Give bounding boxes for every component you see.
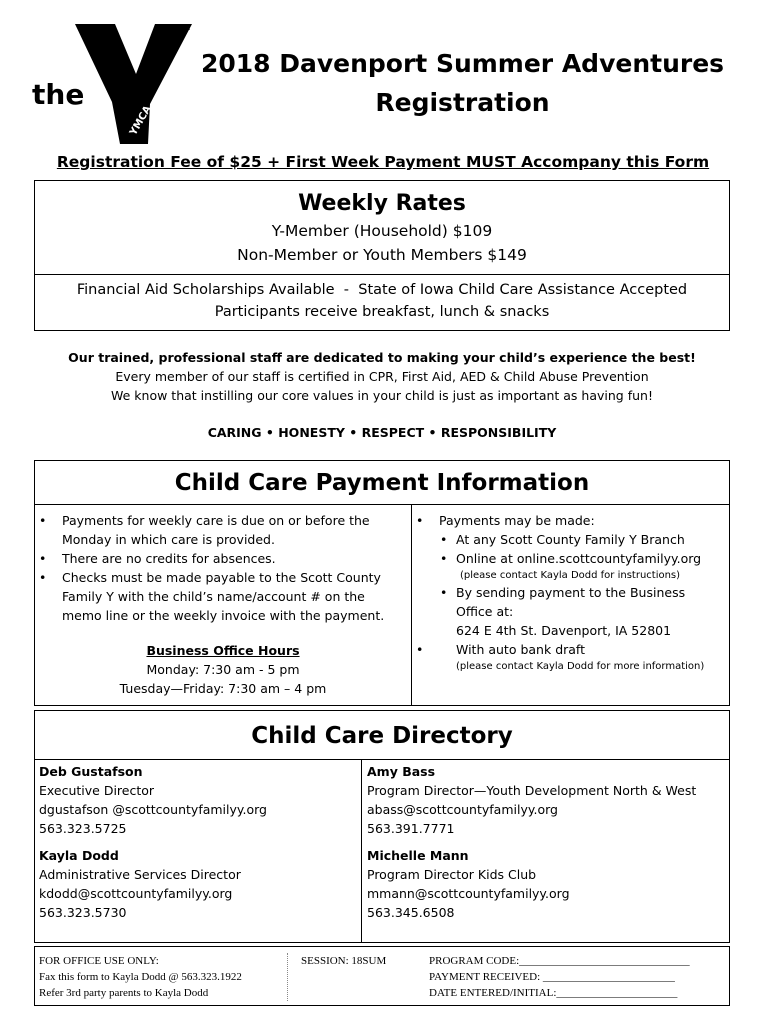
office-use-notes xyxy=(35,953,288,1001)
method-auto-text: • With auto bank draft xyxy=(456,642,586,657)
core-values: CARING • HONESTY • RESPECT • RESPONSIBILITY xyxy=(207,425,557,440)
contact-email: abass@scottcountyfamilyy.org xyxy=(367,802,558,817)
business-office-address: 624 E 4th St. Davenport, IA 52801 xyxy=(456,623,672,638)
intro-certification-line: Every member of our staff is certified in CPR, First Aid, AED & Child Abuse Prevention xyxy=(115,369,649,384)
page-title xyxy=(190,44,735,122)
payment-methods-list xyxy=(412,511,728,674)
weekly-rates-header xyxy=(35,181,729,275)
staff-intro xyxy=(34,348,730,405)
registration-fee-notice: Registration Fee of $25 + First Week Payment MUST Accompany this Form xyxy=(56,153,710,171)
contact-phone: 563.391.7771 xyxy=(367,821,455,836)
payment-info-box xyxy=(34,460,730,706)
ymca-y-icon xyxy=(30,12,195,147)
contact-email: kdodd@scottcountyfamilyy.org xyxy=(39,886,233,901)
directory-heading: Child Care Directory xyxy=(35,711,729,760)
office-refer-note: Refer 3rd party parents to Kayla Dodd xyxy=(39,987,209,999)
payment-methods-intro xyxy=(412,511,728,640)
title-line-1: 2018 Davenport Summer Adventures xyxy=(200,49,725,78)
contact-email: mmann@scottcountyfamilyy.org xyxy=(367,886,570,901)
method-auto-draft xyxy=(412,640,728,674)
payment-methods-intro-text: Payments may be made: xyxy=(439,513,595,528)
contact-card xyxy=(39,846,361,922)
contact-name: Kayla Dodd xyxy=(39,848,119,863)
payment-received-field[interactable]: PAYMENT RECEIVED: ________________________ xyxy=(429,971,675,983)
program-code-field[interactable]: PROGRAM CODE:_______________________________ xyxy=(429,955,690,967)
method-mail-text: • By sending payment to the Business Office at: xyxy=(456,585,686,619)
payment-method-options xyxy=(412,530,728,640)
trademark-mark: TM xyxy=(180,24,191,32)
method-online-note: (please contact Kayla Dodd for instructions) xyxy=(460,570,681,581)
weekly-rates-box xyxy=(34,180,730,331)
office-fax-note: Fax this form to Kayla Dodd @ 563.323.1922 xyxy=(39,971,242,983)
contact-name: Deb Gustafson xyxy=(39,764,143,779)
contact-phone: 563.323.5725 xyxy=(39,821,127,836)
payment-info-heading: Child Care Payment Information xyxy=(35,461,729,505)
contact-email: dgustafson @scottcountyfamilyy.org xyxy=(39,802,267,817)
rates-footer xyxy=(35,275,729,323)
financial-aid-note: Financial Aid Scholarships Available - State of Iowa Child Care Assistance Accepted xyxy=(76,282,688,298)
contact-card xyxy=(367,762,729,838)
method-online xyxy=(412,549,728,583)
policy-checks: • Checks must be made payable to the Scott County Family Y with the child’s name/account # on the memo line or the weekly invoice with the payment. xyxy=(35,568,387,625)
title-line-2: Registration xyxy=(375,88,550,117)
contact-phone: 563.323.5730 xyxy=(39,905,127,920)
method-branch: • At any Scott County Family Y Branch xyxy=(412,530,728,549)
contact-phone: 563.345.6508 xyxy=(367,905,455,920)
meals-note: Participants receive breakfast, lunch & snacks xyxy=(214,304,550,320)
payment-methods xyxy=(412,505,728,705)
ymca-wordmark: YMCA xyxy=(128,104,154,138)
office-use-box xyxy=(34,946,730,1006)
contact-title: Program Director Kids Club xyxy=(367,867,537,882)
hours-title: Business Office Hours xyxy=(146,643,300,658)
payment-policies xyxy=(35,505,412,705)
hours-monday: Monday: 7:30 am - 5 pm xyxy=(146,662,300,677)
intro-bold-line: Our trained, professional staff are dedicated to making your child’s experience the best! xyxy=(68,350,696,365)
method-auto-note: (please contact Kayla Dodd for more information) xyxy=(456,661,705,672)
contact-card xyxy=(367,846,729,922)
policy-no-credits: • There are no credits for absences. xyxy=(35,549,387,568)
hours-tue-fri: Tuesday—Friday: 7:30 am – 4 pm xyxy=(119,681,327,696)
member-rate: Y-Member (Household) $109 xyxy=(271,222,493,240)
ymca-logo xyxy=(30,12,195,147)
payment-policy-list xyxy=(35,511,411,625)
contact-name: Amy Bass xyxy=(367,764,436,779)
method-online-text: • Online at online.scottcountyfamilyy.org xyxy=(456,551,702,566)
child-care-directory xyxy=(34,710,730,943)
office-use-label: FOR OFFICE USE ONLY: xyxy=(39,955,159,967)
date-entered-field[interactable]: DATE ENTERED/INITIAL:______________________ xyxy=(429,987,678,999)
intro-values-line: We know that instilling our core values in your child is just as important as having fun! xyxy=(111,388,653,403)
policy-due-date: • Payments for weekly care is due on or before the Monday in which care is provided. xyxy=(35,511,387,549)
non-member-rate: Non-Member or Youth Members $149 xyxy=(237,246,527,264)
weekly-rates-heading: Weekly Rates xyxy=(298,191,466,216)
contact-title: Program Director—Youth Development North & West xyxy=(367,783,697,798)
office-session: SESSION: 18SUM xyxy=(301,955,387,967)
contact-title: Executive Director xyxy=(39,783,155,798)
business-office-hours xyxy=(35,641,411,698)
contact-title: Administrative Services Director xyxy=(39,867,241,882)
contact-card xyxy=(39,762,361,838)
method-mail xyxy=(412,583,728,640)
logo-word-the: the xyxy=(32,78,85,111)
contact-name: Michelle Mann xyxy=(367,848,469,863)
directory-left-column xyxy=(35,760,362,942)
directory-right-column xyxy=(363,760,729,942)
office-fields xyxy=(429,953,729,1001)
